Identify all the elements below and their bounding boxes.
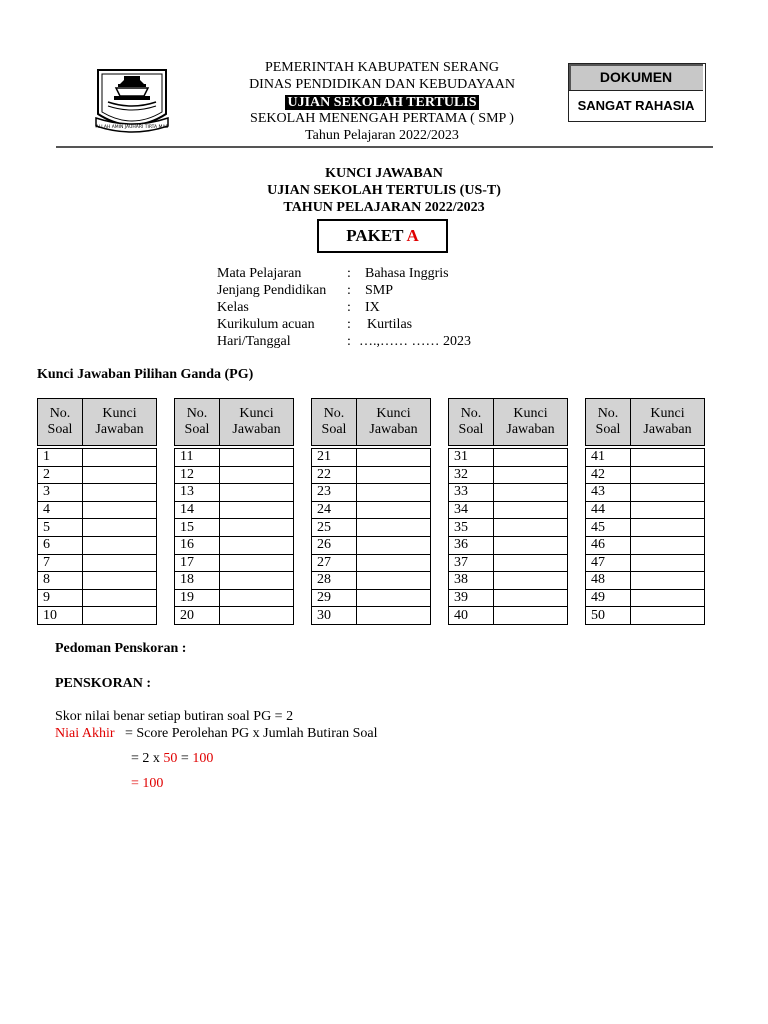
question-number: 16: [175, 536, 220, 554]
table-row: [312, 519, 431, 537]
title-exam: UJIAN SEKOLAH TERTULIS (US-T): [267, 183, 501, 198]
answer-cell[interactable]: [83, 466, 157, 484]
table-row: [312, 536, 431, 554]
table-row: [586, 449, 705, 467]
info-label: Hari/Tanggal: [217, 334, 291, 349]
answer-cell[interactable]: [357, 519, 431, 537]
package-letter: A: [406, 226, 419, 245]
question-number: 4: [38, 501, 83, 519]
question-number: 10: [38, 607, 83, 625]
info-label: Mata Pelajaran: [217, 266, 302, 281]
header-school-level: SEKOLAH MENENGAH PERTAMA ( SMP ): [250, 111, 514, 126]
answer-cell[interactable]: [220, 519, 294, 537]
question-number: 37: [449, 554, 494, 572]
title-year: TAHUN PELAJARAN 2022/2023: [283, 200, 485, 215]
answer-table: [448, 398, 568, 625]
table-row: [449, 449, 568, 467]
question-number: 48: [586, 572, 631, 590]
question-number: 15: [175, 519, 220, 537]
answer-cell[interactable]: [357, 572, 431, 590]
table-row: [586, 466, 705, 484]
header-line: Jawaban: [643, 422, 692, 437]
question-number: 43: [586, 484, 631, 502]
question-number: 8: [38, 572, 83, 590]
question-number: 27: [312, 554, 357, 572]
info-label: Kurikulum acuan: [217, 317, 315, 332]
answer-table: [174, 398, 294, 625]
table-row: [175, 554, 294, 572]
answer-cell[interactable]: [631, 607, 705, 625]
answer-cell[interactable]: [83, 449, 157, 467]
column-header-kunci-jawaban: [220, 399, 294, 446]
table-row: [312, 466, 431, 484]
table-row: [449, 501, 568, 519]
question-number: 49: [586, 589, 631, 607]
question-number: 36: [449, 536, 494, 554]
info-value: ….,…… …… 2023: [359, 334, 471, 349]
table-row: [586, 607, 705, 625]
package-label: PAKET: [346, 226, 404, 245]
table-row: [175, 501, 294, 519]
answer-cell[interactable]: [631, 554, 705, 572]
question-number: 2: [38, 466, 83, 484]
info-label: Jenjang Pendidikan: [217, 283, 327, 298]
column-header-kunci-jawaban: [631, 399, 705, 446]
answer-cell[interactable]: [220, 607, 294, 625]
question-number: 6: [38, 536, 83, 554]
answer-cell[interactable]: [631, 572, 705, 590]
answer-cell[interactable]: [220, 501, 294, 519]
answer-cell[interactable]: [83, 607, 157, 625]
header-line: Jawaban: [95, 422, 144, 437]
question-number: 24: [312, 501, 357, 519]
info-colon: :: [347, 300, 351, 315]
answer-cell[interactable]: [83, 501, 157, 519]
table-row: [586, 519, 705, 537]
question-number: 33: [449, 484, 494, 502]
answer-cell[interactable]: [494, 554, 568, 572]
logo-motto: ALLAH AMIN JAUHARI TIRTA MAS: [95, 125, 169, 130]
column-header-no-soal: [38, 399, 83, 446]
answer-cell[interactable]: [631, 536, 705, 554]
question-number: 29: [312, 589, 357, 607]
info-colon: :: [347, 266, 351, 281]
question-number: 21: [312, 449, 357, 467]
score-per-item: Skor nilai benar setiap butiran soal PG = 2: [55, 709, 294, 724]
answer-table: [37, 398, 157, 625]
table-header-row: [449, 399, 568, 446]
answer-cell[interactable]: [631, 589, 705, 607]
document-label: DOKUMEN: [569, 64, 703, 91]
question-number: 28: [312, 572, 357, 590]
info-value: IX: [365, 300, 380, 315]
table-row: [312, 589, 431, 607]
scoring-heading: PENSKORAN :: [55, 676, 152, 691]
document-classification-box: [568, 63, 706, 122]
calc-fifty: 50: [163, 751, 178, 766]
final-score-label: Niai Akhir: [55, 726, 115, 741]
column-header-no-soal: [449, 399, 494, 446]
table-row: [312, 449, 431, 467]
answer-cell[interactable]: [494, 501, 568, 519]
answer-cell[interactable]: [494, 536, 568, 554]
question-number: 47: [586, 554, 631, 572]
answer-cell[interactable]: [220, 554, 294, 572]
table-row: [38, 466, 157, 484]
question-number: 44: [586, 501, 631, 519]
table-row: [449, 484, 568, 502]
table-row: [38, 484, 157, 502]
table-row: [38, 589, 157, 607]
info-label: Kelas: [217, 300, 249, 315]
question-number: 12: [175, 466, 220, 484]
info-value: Kurtilas: [367, 317, 413, 332]
table-row: [38, 519, 157, 537]
answer-cell[interactable]: [220, 484, 294, 502]
table-row: [38, 501, 157, 519]
answer-cell[interactable]: [631, 449, 705, 467]
header-exam-type: [212, 95, 552, 111]
table-row: [38, 607, 157, 625]
question-number: 35: [449, 519, 494, 537]
calc-eq: =: [177, 751, 193, 766]
answer-cell[interactable]: [83, 589, 157, 607]
column-header-kunci-jawaban: [357, 399, 431, 446]
question-number: 9: [38, 589, 83, 607]
answer-table: [585, 398, 705, 625]
table-row: [175, 536, 294, 554]
package-box: [317, 219, 448, 253]
header-line: Soal: [184, 422, 210, 437]
question-number: 50: [586, 607, 631, 625]
column-header-no-soal: [586, 399, 631, 446]
answer-cell[interactable]: [220, 466, 294, 484]
answer-cell[interactable]: [83, 572, 157, 590]
answer-cell[interactable]: [494, 572, 568, 590]
header-line: No.: [49, 406, 71, 421]
header-line: Kunci: [239, 406, 274, 421]
header-line: No.: [186, 406, 208, 421]
confidential-label: SANGAT RAHASIA: [577, 98, 695, 113]
question-number: 31: [449, 449, 494, 467]
header-line: No.: [323, 406, 345, 421]
question-number: 11: [175, 449, 220, 467]
info-value: SMP: [365, 283, 394, 298]
answer-cell[interactable]: [357, 449, 431, 467]
table-header-row: [38, 399, 157, 446]
calculation-line: [131, 751, 213, 767]
question-number: 17: [175, 554, 220, 572]
question-number: 46: [586, 536, 631, 554]
answer-cell[interactable]: [357, 607, 431, 625]
header-line: Kunci: [376, 406, 411, 421]
table-row: [312, 484, 431, 502]
regency-emblem-logo: [94, 62, 170, 138]
question-number: 18: [175, 572, 220, 590]
answer-cell[interactable]: [494, 484, 568, 502]
answer-cell[interactable]: [83, 519, 157, 537]
info-colon: :: [347, 317, 351, 332]
question-number: 23: [312, 484, 357, 502]
table-row: [38, 536, 157, 554]
table-row: [38, 449, 157, 467]
header-line: Soal: [595, 422, 621, 437]
question-number: 34: [449, 501, 494, 519]
question-number: 30: [312, 607, 357, 625]
answer-cell[interactable]: [631, 501, 705, 519]
answer-cell[interactable]: [220, 536, 294, 554]
question-number: 42: [586, 466, 631, 484]
header-line: Kunci: [650, 406, 685, 421]
table-row: [175, 572, 294, 590]
info-colon: :: [347, 283, 351, 298]
answer-cell[interactable]: [83, 536, 157, 554]
table-row: [175, 466, 294, 484]
answer-cell[interactable]: [220, 589, 294, 607]
answer-cell[interactable]: [357, 466, 431, 484]
column-header-no-soal: [175, 399, 220, 446]
table-row: [449, 607, 568, 625]
answer-cell[interactable]: [631, 466, 705, 484]
final-score-formula: [55, 726, 377, 742]
question-number: 3: [38, 484, 83, 502]
question-number: 25: [312, 519, 357, 537]
table-row: [586, 572, 705, 590]
title-answer-key: KUNCI JAWABAN: [325, 166, 443, 181]
header-line: Soal: [47, 422, 73, 437]
answer-cell[interactable]: [494, 519, 568, 537]
table-header-row: [586, 399, 705, 446]
header-line: No.: [460, 406, 482, 421]
table-row: [449, 519, 568, 537]
table-row: [312, 501, 431, 519]
table-row: [175, 607, 294, 625]
question-number: 39: [449, 589, 494, 607]
scoring-guide-heading: Pedoman Penskoran :: [55, 641, 187, 656]
answer-cell[interactable]: [631, 519, 705, 537]
question-number: 7: [38, 554, 83, 572]
header-divider: [56, 146, 713, 148]
table-row: [449, 554, 568, 572]
table-row: [38, 572, 157, 590]
answer-cell[interactable]: [357, 589, 431, 607]
table-row: [38, 554, 157, 572]
question-number: 1: [38, 449, 83, 467]
table-row: [449, 466, 568, 484]
question-number: 5: [38, 519, 83, 537]
answer-cell[interactable]: [494, 449, 568, 467]
question-number: 13: [175, 484, 220, 502]
header-department: DINAS PENDIDIKAN DAN KEBUDAYAAN: [249, 77, 515, 92]
answer-table: [311, 398, 431, 625]
final-result: = 100: [131, 776, 164, 791]
calc-result: 100: [192, 751, 214, 766]
table-row: [586, 484, 705, 502]
table-row: [449, 589, 568, 607]
table-row: [449, 536, 568, 554]
info-colon: :: [347, 334, 351, 349]
table-header-row: [175, 399, 294, 446]
header-line: Jawaban: [506, 422, 555, 437]
header-academic-year: Tahun Pelajaran 2022/2023: [305, 128, 459, 143]
answer-cell[interactable]: [83, 554, 157, 572]
header-line: Jawaban: [369, 422, 418, 437]
header-line: Kunci: [513, 406, 548, 421]
answer-cell[interactable]: [494, 607, 568, 625]
question-number: 19: [175, 589, 220, 607]
answer-cell[interactable]: [357, 484, 431, 502]
answer-cell[interactable]: [220, 449, 294, 467]
question-number: 22: [312, 466, 357, 484]
table-row: [449, 572, 568, 590]
answer-cell[interactable]: [357, 554, 431, 572]
answer-cell[interactable]: [494, 466, 568, 484]
answer-cell[interactable]: [357, 536, 431, 554]
table-row: [312, 607, 431, 625]
answer-cell[interactable]: [83, 484, 157, 502]
table-row: [175, 519, 294, 537]
question-number: 26: [312, 536, 357, 554]
question-number: 32: [449, 466, 494, 484]
calc-prefix: = 2 x: [131, 751, 164, 766]
table-row: [586, 554, 705, 572]
question-number: 14: [175, 501, 220, 519]
question-number: 45: [586, 519, 631, 537]
header-line: Kunci: [102, 406, 137, 421]
table-row: [175, 589, 294, 607]
question-number: 20: [175, 607, 220, 625]
info-value: Bahasa Inggris: [365, 266, 449, 281]
header-line: Soal: [458, 422, 484, 437]
header-line: Jawaban: [232, 422, 281, 437]
table-row: [175, 449, 294, 467]
table-row: [586, 501, 705, 519]
answer-cell[interactable]: [357, 501, 431, 519]
answer-cell[interactable]: [494, 589, 568, 607]
column-header-kunci-jawaban: [494, 399, 568, 446]
column-header-no-soal: [312, 399, 357, 446]
question-number: 41: [586, 449, 631, 467]
formula-text: = Score Perolehan PG x Jumlah Butiran Soal: [125, 726, 378, 741]
table-header-row: [312, 399, 431, 446]
question-number: 38: [449, 572, 494, 590]
answer-cell[interactable]: [631, 484, 705, 502]
multiple-choice-title: Kunci Jawaban Pilihan Ganda (PG): [37, 367, 254, 382]
table-row: [586, 589, 705, 607]
header-exam-type-label: UJIAN SEKOLAH TERTULIS: [287, 95, 477, 110]
header-line: Soal: [321, 422, 347, 437]
table-row: [312, 572, 431, 590]
question-number: 40: [449, 607, 494, 625]
header-government: PEMERINTAH KABUPATEN SERANG: [264, 60, 500, 75]
table-row: [175, 484, 294, 502]
answer-cell[interactable]: [220, 572, 294, 590]
column-header-kunci-jawaban: [83, 399, 157, 446]
table-row: [312, 554, 431, 572]
header-line: No.: [597, 406, 619, 421]
table-row: [586, 536, 705, 554]
